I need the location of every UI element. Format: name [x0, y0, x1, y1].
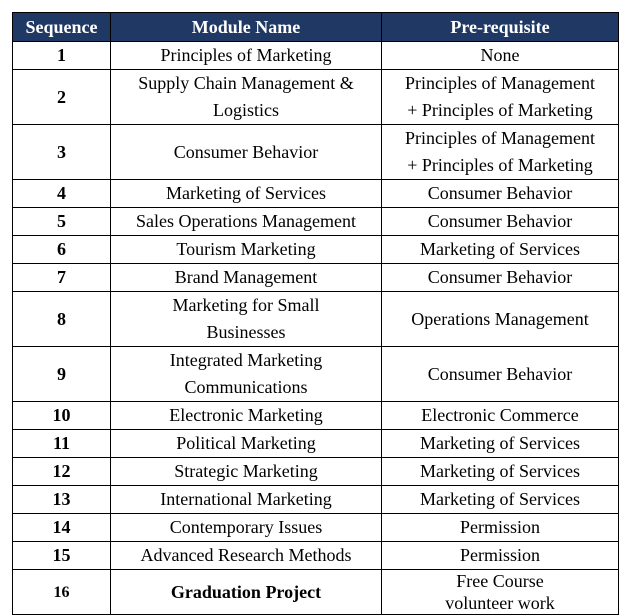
table-row [13, 458, 619, 486]
prereq-cell [382, 264, 619, 292]
sequence-cell: 14 [13, 514, 111, 542]
table-row [13, 486, 619, 514]
module-text: Marketing for Small [172, 295, 320, 315]
module-text: Electronic Marketing [169, 405, 323, 425]
prereq-cell [382, 458, 619, 486]
module-cell [111, 180, 382, 208]
prereq-text: Operations Management [411, 308, 589, 329]
prereq-text: Marketing of Services [420, 461, 580, 481]
prereq-text: Consumer Behavior [427, 363, 573, 384]
prereq-text: Marketing of Services [420, 433, 580, 453]
prereq-cell [382, 486, 619, 514]
module-text: Supply Chain Management & [138, 73, 354, 93]
sequence-cell: 8 [13, 292, 111, 347]
sequence-cell: 11 [13, 430, 111, 458]
prereq-text: + Principles of Marketing [407, 155, 593, 175]
sequence-cell: 16 [13, 570, 111, 615]
prereq-text: Consumer Behavior [427, 211, 573, 231]
module-cell [111, 264, 382, 292]
prereq-cell [382, 570, 619, 615]
module-text: Tourism Marketing [176, 239, 316, 259]
prereq-text: None [480, 45, 520, 65]
module-text: Communications [184, 377, 308, 397]
prereq-text: Consumer Behavior [427, 183, 573, 203]
module-text: Integrated Marketing [169, 350, 323, 370]
module-text: Strategic Marketing [174, 461, 318, 481]
prereq-cell [382, 347, 619, 402]
prereq-text: Marketing of Services [420, 239, 580, 259]
module-sequence-table [12, 12, 619, 615]
module-cell [111, 514, 382, 542]
module-cell [111, 402, 382, 430]
module-text: Advanced Research Methods [140, 545, 352, 565]
prereq-cell [382, 125, 619, 180]
sequence-cell: 1 [13, 42, 111, 70]
prereq-cell [382, 208, 619, 236]
prereq-text: Permission [459, 517, 540, 537]
prereq-cell [382, 402, 619, 430]
module-cell [111, 208, 382, 236]
module-cell [111, 570, 382, 615]
prereq-text: Principles of Management [405, 73, 595, 93]
module-cell [111, 458, 382, 486]
table-row [13, 542, 619, 570]
prereq-text: Marketing of Services [420, 489, 580, 509]
module-text: Contemporary Issues [169, 517, 323, 537]
header-sequence: Sequence [13, 13, 111, 42]
prereq-cell [382, 292, 619, 347]
module-cell [111, 70, 382, 125]
module-cell [111, 542, 382, 570]
table-row [13, 514, 619, 542]
prereq-text: Permission [459, 545, 540, 565]
sequence-cell: 3 [13, 125, 111, 180]
table-row [13, 180, 619, 208]
module-text: Political Marketing [176, 433, 316, 453]
sequence-cell: 5 [13, 208, 111, 236]
table-row [13, 347, 619, 402]
sequence-cell: 10 [13, 402, 111, 430]
module-text: Brand Management [174, 267, 318, 287]
header-module-name: Module Name [111, 13, 382, 42]
prereq-cell [382, 514, 619, 542]
table-row [13, 264, 619, 292]
module-sequence-table-wrapper [12, 12, 619, 615]
sequence-cell: 12 [13, 458, 111, 486]
table-row [13, 430, 619, 458]
sequence-cell: 13 [13, 486, 111, 514]
module-cell [111, 292, 382, 347]
table-row [13, 570, 619, 615]
module-text: Principles of Marketing [160, 45, 332, 65]
prereq-text: volunteer work [445, 593, 555, 613]
table-row [13, 70, 619, 125]
prereq-cell [382, 236, 619, 264]
module-text: Sales Operations Management [136, 211, 356, 231]
prereq-text: Principles of Management [405, 128, 595, 148]
module-cell [111, 486, 382, 514]
module-text: Consumer Behavior [173, 141, 319, 162]
table-header-row [13, 13, 619, 42]
sequence-cell: 2 [13, 70, 111, 125]
prereq-text: Free Course [456, 571, 544, 591]
module-cell [111, 347, 382, 402]
prereq-text: + Principles of Marketing [407, 100, 593, 120]
table-row [13, 292, 619, 347]
header-prerequisite: Pre-requisite [382, 13, 619, 42]
module-text: Businesses [206, 322, 286, 342]
prereq-cell [382, 542, 619, 570]
table-row [13, 125, 619, 180]
module-text: Marketing of Services [166, 183, 326, 203]
prereq-text: Electronic Commerce [421, 405, 579, 425]
prereq-cell [382, 180, 619, 208]
table-row [13, 208, 619, 236]
sequence-cell: 4 [13, 180, 111, 208]
module-cell [111, 125, 382, 180]
prereq-text: Consumer Behavior [427, 267, 573, 287]
table-row [13, 402, 619, 430]
table-row [13, 236, 619, 264]
module-text: Logistics [213, 100, 279, 120]
module-text: Graduation Project [170, 581, 322, 602]
module-cell [111, 430, 382, 458]
prereq-cell [382, 430, 619, 458]
table-row [13, 42, 619, 70]
prereq-cell [382, 70, 619, 125]
sequence-cell: 9 [13, 347, 111, 402]
sequence-cell: 15 [13, 542, 111, 570]
sequence-cell: 6 [13, 236, 111, 264]
module-cell [111, 236, 382, 264]
module-cell [111, 42, 382, 70]
prereq-cell [382, 42, 619, 70]
module-text: International Marketing [160, 489, 332, 509]
sequence-cell: 7 [13, 264, 111, 292]
